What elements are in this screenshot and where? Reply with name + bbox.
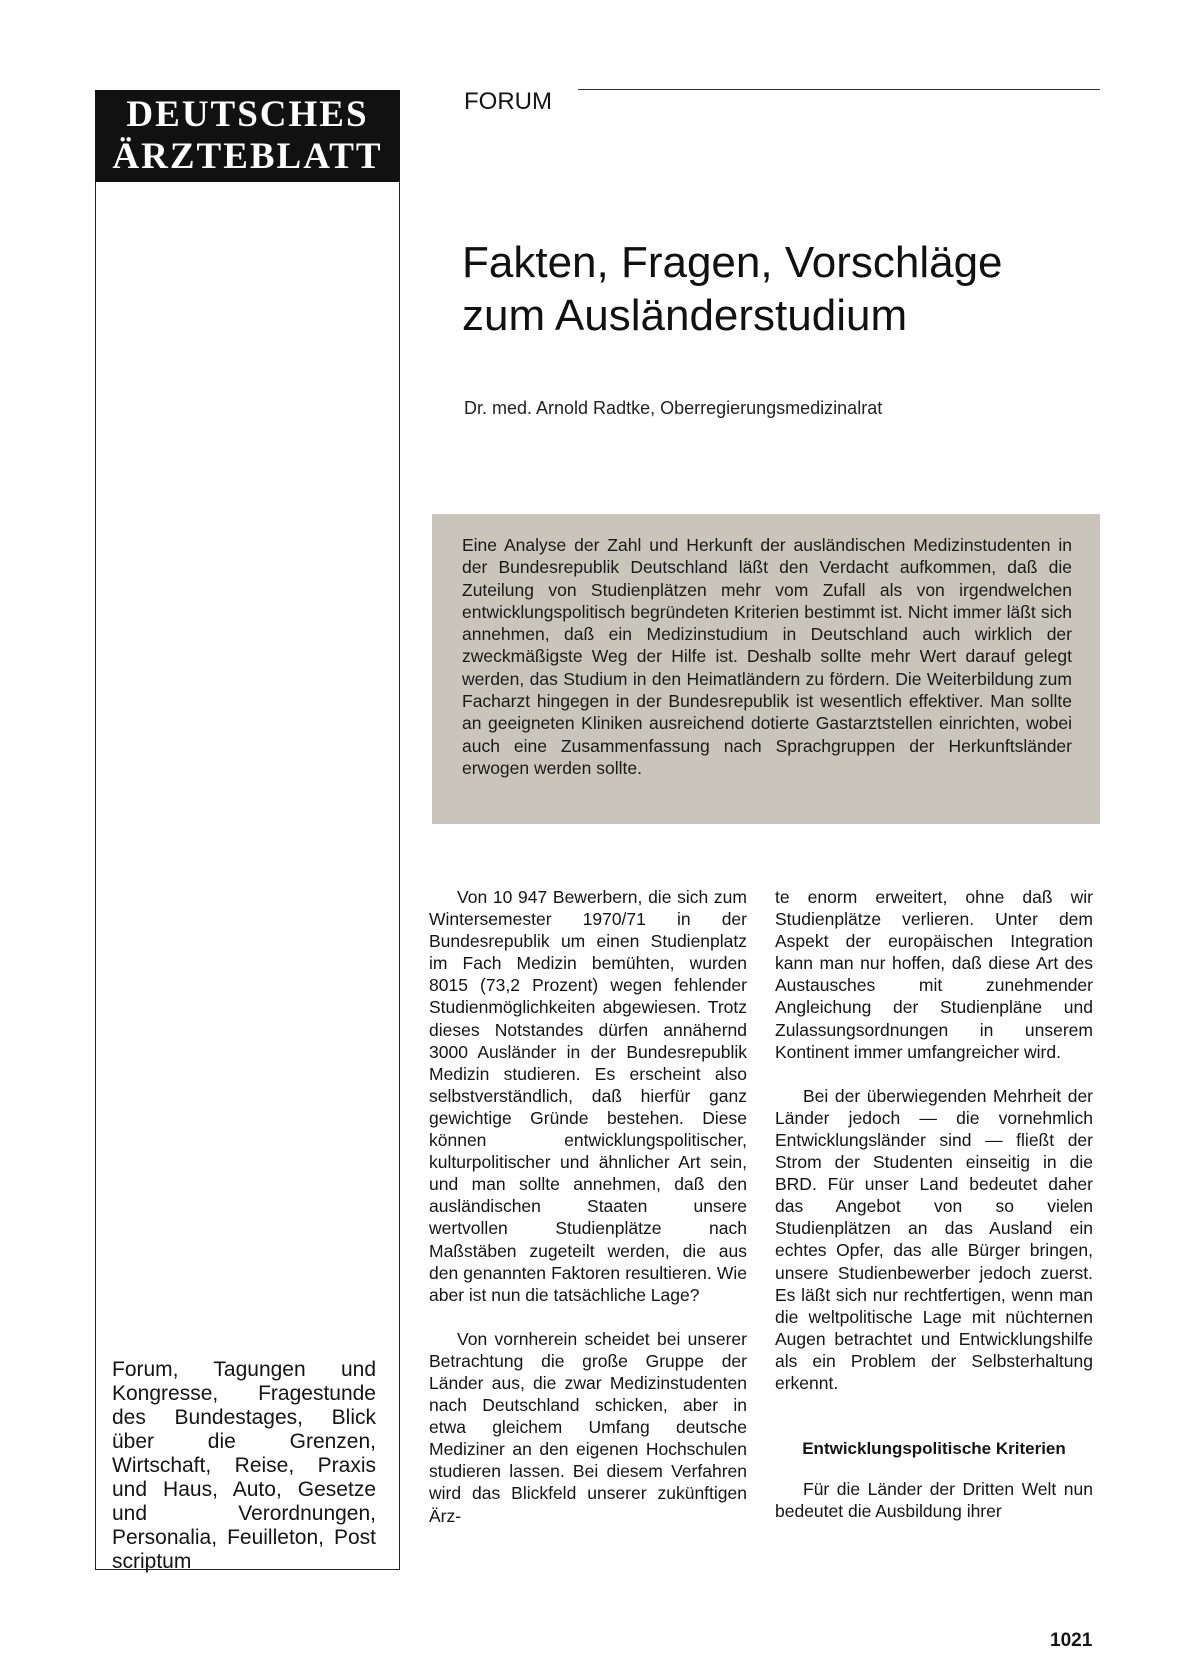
body-column-1 (429, 886, 747, 1549)
title-line-2: zum Ausländerstudium (462, 291, 908, 340)
page-number: 1021 (1050, 1630, 1093, 1651)
logo-line-2: ÄRZTEBLATT (112, 136, 383, 177)
subheading: Entwicklungspolitische Kriterien (802, 1439, 1066, 1459)
abstract-text: Eine Analyse der Zahl und Herkunft der ausländischen Medizinstudenten in der Bundesrepublik Deutschland läßt den Verdacht aufkommen, daß die Zuteilung von Studienplätzen mehr vom Zufall als von irgendwelchen entwicklungspolitisch begründeten Kriterien bestimmt ist. Nicht immer läßt sich annehmen, daß ein Medizinstudium in Deutschland auch wirklich der zweckmäßigste Weg der Hilfe ist. Deshalb sollte mehr Wert darauf gelegt werden, das Studium in den Heimatländern zu fördern. Die Weiterbildung zum Facharzt hingegen in der Bundesrepublik ist wesentlich effektiver. Man sollte an geeigneten Kliniken ausreichend dotierte Gastarztstellen einrichten, wobei auch eine Zusammenfassung nach Sprachgruppen der Herkunftsländer erwogen werden sollte. (462, 535, 1072, 778)
body-paragraph: Für die Länder der Dritten Welt nun bedeutet die Ausbildung ihrer (775, 1479, 1093, 1522)
body-column-2 (775, 886, 1093, 1544)
section-label: FORUM (464, 88, 552, 115)
body-paragraph: Von 10 947 Bewerbern, die sich zum Wintersemester 1970/71 in der Bundesrepublik um einen Studienplatz im Fach Medizin bemühten, wurden 8015 (73,2 Prozent) wegen fehlender Studienmöglichkeiten abgewiesen. Trotz dieses Notstandes dürfen annähernd 3000 Ausländer in der Bundesrepublik Medizin studieren. Es erscheint also selbstverständlich, daß hierfür ganz gewichtige Gründe bestehen. Diese können entwicklungspolitischer, kulturpolitischer und ähnlicher Art sein, und man sollte annehmen, daß den ausländischen Staaten unsere wertvollen Studienplätze nach Maßstäben zugeteilt werden, die aus den genannten Faktoren resultieren. Wie aber ist nun die tatsächliche Lage? (429, 887, 747, 1305)
body-paragraph: Von vornherein scheidet bei unserer Betrachtung die große Gruppe der Länder aus, die zwar Medizinstudenten nach Deutschland schicken, aber in etwa gleichem Umfang deutsche Mediziner an den eigenen Hochschulen studieren lassen. Bei diesem Verfahren wird das Blickfeld unserer zukünftigen Ärz- (429, 1328, 747, 1526)
abstract-box (432, 514, 1100, 824)
body-paragraph: Bei der überwiegenden Mehrheit der Länder jedoch — die vornehmlich Entwicklungsländer sind — fließt der Strom der Studenten einseitig in die BRD. Für unser Land bedeutet daher das Angebot von so vielen Studienplätzen an das Ausland ein echtes Opfer, das alle Bürger bringen, unsere Studienbewerber jedoch zuerst. Es läßt sich nur rechtfertigen, wenn man die weltpolitische Lage mit nüchternen Augen betrachtet und Entwicklungshilfe als ein Problem der Selbsterhaltung erkennt. (775, 1085, 1093, 1393)
logo-line-1: DEUTSCHES (126, 94, 369, 135)
author-line: Dr. med. Arnold Radtke, Oberregierungsmedizinalrat (464, 398, 883, 418)
journal-logo (95, 90, 400, 182)
sidebar-contents: Forum, Tagungen und Kongresse, Fragestunde des Bundestages, Blick über die Grenzen, Wirtschaft, Reise, Praxis und Haus, Auto, Gesetze und Verordnungen, Personalia, Feuilleton, Post scriptum (112, 1358, 376, 1573)
sidebar-box (95, 90, 400, 1570)
article-title (462, 236, 1102, 342)
title-line-1: Fakten, Fragen, Vorschläge (462, 238, 1003, 287)
header-rule (578, 89, 1100, 90)
body-paragraph: te enorm erweitert, ohne daß wir Studienplätze verlieren. Unter dem Aspekt der europäischen Integration kann man nur hoffen, daß diese Art des Austausches mit zunehmender Angleichung der Studienpläne und Zulassungsordnungen in unserem Kontinent immer umfangreicher wird. (775, 887, 1093, 1062)
